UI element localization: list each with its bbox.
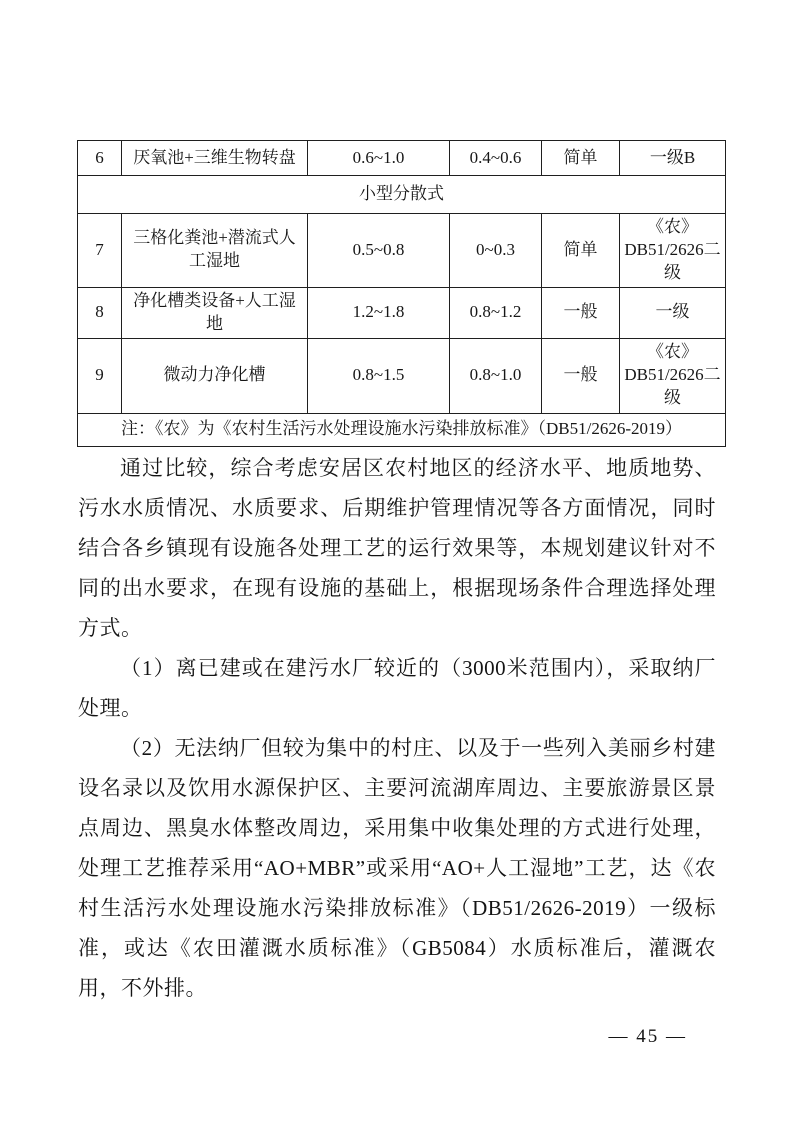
cell-row9-value2: 0.8~1.0	[450, 338, 542, 413]
cell-row9-value1: 0.8~1.5	[308, 338, 450, 413]
section-header-cell: 小型分散式	[78, 176, 726, 214]
table-row	[78, 338, 726, 413]
paragraph-item-1: （1）离已建或在建污水厂较近的（3000米范围内），采取纳厂处理。	[78, 656, 716, 720]
cell-row9-standard: 《农》DB51/2626二级	[620, 338, 726, 413]
cell-row9-process: 微动力净化槽	[122, 338, 308, 413]
paragraph-item-2: （2）无法纳厂但较为集中的村庄、以及于一些列入美丽乡村建设名录以及饮用水源保护区、主要河流湖库周边、主要旅游景区景点周边、黑臭水体整改周边，采用集中收集处理的方式进行处理，处理工艺推荐采用“AO+MBR”或采用“AO+人工湿地”工艺，达《农村生活污水处理设施水污染排放标准》（DB51/2626-2019）一级标准，或达《农田灌溉水质标准》（GB5084）水质标准后，灌溉农用，不外排。	[78, 736, 716, 1000]
table-section-row	[78, 176, 726, 214]
table-row	[78, 141, 726, 176]
paragraph-comparison: 通过比较，综合考虑安居区农村地区的经济水平、地质地势、污水水质情况、水质要求、后期维护管理情况等各方面情况，同时结合各乡镇现有设施各处理工艺的运行效果等，本规划建议针对不同的出水要求，在现有设施的基础上，根据现场条件合理选择处理方式。	[78, 456, 716, 640]
cell-row9-difficulty: 一般	[542, 338, 620, 413]
cell-row8-value2: 0.8~1.2	[450, 287, 542, 338]
table-row	[78, 287, 726, 338]
treatment-process-table	[77, 140, 726, 447]
cell-row6-no: 6	[78, 141, 122, 176]
table-note-cell: 注：《农》为《农村生活污水处理设施水污染排放标准》（DB51/2626-2019）	[78, 413, 726, 446]
cell-row8-no: 8	[78, 287, 122, 338]
cell-row7-value1: 0.5~0.8	[308, 214, 450, 288]
cell-row8-process: 净化槽类设备+人工湿地	[122, 287, 308, 338]
cell-row8-difficulty: 一般	[542, 287, 620, 338]
cell-row9-no: 9	[78, 338, 122, 413]
cell-row7-value2: 0~0.3	[450, 214, 542, 288]
body-text	[78, 448, 716, 1008]
cell-row8-value1: 1.2~1.8	[308, 287, 450, 338]
cell-row6-difficulty: 简单	[542, 141, 620, 176]
cell-row8-standard: 一级	[620, 287, 726, 338]
table-note-row	[78, 413, 726, 446]
cell-row7-difficulty: 简单	[542, 214, 620, 288]
cell-row6-process: 厌氧池+三维生物转盘	[122, 141, 308, 176]
cell-row6-value2: 0.4~0.6	[450, 141, 542, 176]
cell-row7-process: 三格化粪池+潜流式人工湿地	[122, 214, 308, 288]
table-row	[78, 214, 726, 288]
cell-row7-no: 7	[78, 214, 122, 288]
page-number: — 45 —	[608, 1026, 687, 1047]
cell-row6-value1: 0.6~1.0	[308, 141, 450, 176]
cell-row6-standard: 一级B	[620, 141, 726, 176]
cell-row7-standard: 《农》DB51/2626二级	[620, 214, 726, 288]
